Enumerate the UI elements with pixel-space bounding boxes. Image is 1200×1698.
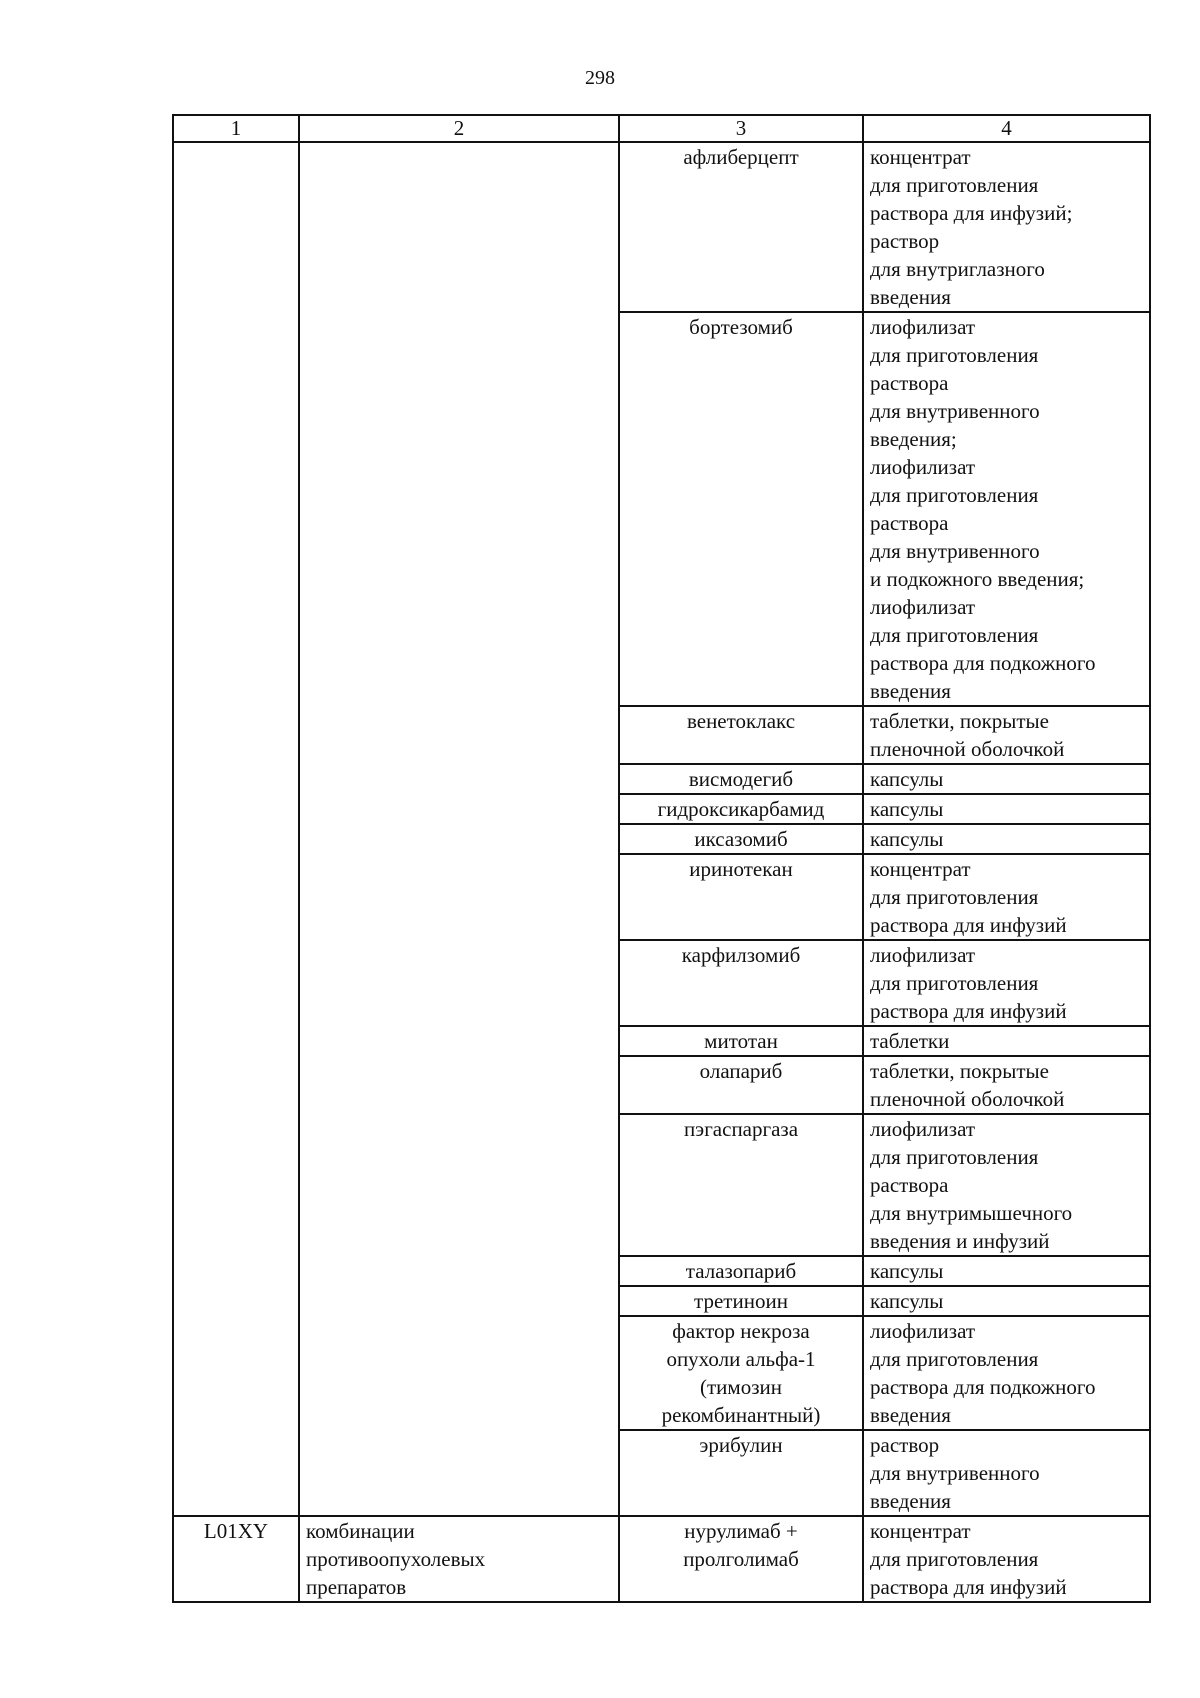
- dosage-form-cell-line: введения: [870, 1489, 951, 1513]
- dosage-form-cell-line: и подкожного введения;: [870, 567, 1085, 591]
- drug-name-cell: [619, 824, 863, 854]
- drug-name-cell-line: иксазомиб: [694, 827, 788, 851]
- dosage-form-cell-line: раствора: [870, 1173, 949, 1197]
- page-number: 298: [585, 67, 615, 89]
- dosage-form-cell: [863, 824, 1150, 854]
- drug-name-cell: [619, 1256, 863, 1286]
- drug-table: [172, 114, 1151, 1603]
- drug-name-cell: [619, 764, 863, 794]
- dosage-form-cell-line: раствора для подкожного: [870, 1375, 1096, 1399]
- drug-name-cell-line: пэгаспаргаза: [683, 1117, 799, 1141]
- header-row: [173, 115, 1150, 142]
- drug-name-cell: [619, 706, 863, 764]
- dosage-form-cell-line: для приготовления: [870, 483, 1039, 507]
- dosage-form-cell-line: для внутривенного: [870, 1461, 1040, 1485]
- drug-name-cell-line: эрибулин: [699, 1433, 783, 1457]
- dosage-form-cell-line: лиофилизат: [870, 455, 976, 479]
- drug-name-cell: [619, 142, 863, 312]
- drug-name-cell: [619, 794, 863, 824]
- dosage-form-cell-line: лиофилизат: [870, 943, 976, 967]
- drug-name-cell: [619, 940, 863, 1026]
- drug-name-cell: [619, 312, 863, 706]
- dosage-form-cell-line: лиофилизат: [870, 595, 976, 619]
- drug-name-cell-line: венетоклакс: [686, 709, 796, 733]
- dosage-form-cell-line: для внутриглазного: [870, 257, 1045, 281]
- dosage-form-cell-line: для приготовления: [870, 173, 1039, 197]
- drug-name-cell-line: гидроксикарбамид: [657, 797, 825, 821]
- dosage-form-cell: [863, 794, 1150, 824]
- atc-code-cell: L01XY: [173, 1516, 299, 1602]
- dosage-form-cell-line: раствор: [870, 229, 940, 253]
- group-name-cell-line: противоопухолевых: [306, 1547, 486, 1571]
- drug-name-cell: [619, 1430, 863, 1516]
- dosage-form-cell-line: раствора для инфузий: [870, 1575, 1067, 1599]
- dosage-form-cell: [863, 854, 1150, 940]
- drug-name-cell-line: талазопариб: [685, 1259, 797, 1283]
- table-row: [173, 1516, 1150, 1602]
- dosage-form-cell-line: введения: [870, 679, 951, 703]
- dosage-form-cell-line: для приготовления: [870, 1547, 1039, 1571]
- drug-name-cell-line: афлиберцепт: [683, 145, 799, 169]
- header-col-4: 4: [863, 115, 1150, 142]
- group-name-cell-line: комбинации: [306, 1519, 415, 1543]
- dosage-form-cell-line: для приготовления: [870, 885, 1039, 909]
- dosage-form-cell-line: концентрат: [870, 857, 971, 881]
- dosage-form-cell-line: раствора: [870, 511, 949, 535]
- drug-name-cell-line: висмодегиб: [688, 767, 794, 791]
- dosage-form-cell: [863, 940, 1150, 1026]
- drug-name-cell: [619, 1026, 863, 1056]
- dosage-form-cell: [863, 312, 1150, 706]
- dosage-form-cell: [863, 1286, 1150, 1316]
- dosage-form-cell-line: для внутривенного: [870, 539, 1040, 563]
- table-body: [173, 142, 1150, 1602]
- dosage-form-cell: [863, 706, 1150, 764]
- dosage-form-cell-line: таблетки, покрытые: [870, 709, 1049, 733]
- group-name-cell-empty: [299, 142, 619, 1516]
- dosage-form-cell-line: капсулы: [870, 827, 944, 851]
- group-name-cell: [299, 1516, 619, 1602]
- dosage-form-cell-line: для приготовления: [870, 1145, 1039, 1169]
- dosage-form-cell: [863, 1516, 1150, 1602]
- dosage-form-cell-line: введения: [870, 1403, 951, 1427]
- dosage-form-cell: [863, 1430, 1150, 1516]
- dosage-form-cell-line: лиофилизат: [870, 1117, 976, 1141]
- drug-name-cell-line: бортезомиб: [689, 315, 793, 339]
- dosage-form-cell-line: для внутривенного: [870, 399, 1040, 423]
- dosage-form-cell: [863, 142, 1150, 312]
- dosage-form-cell-line: таблетки, покрытые: [870, 1059, 1049, 1083]
- drug-name-cell: [619, 854, 863, 940]
- dosage-form-cell: [863, 1026, 1150, 1056]
- header-col-3: 3: [619, 115, 863, 142]
- dosage-form-cell-line: для приготовления: [870, 971, 1039, 995]
- drug-name-cell-line: фактор некроза: [672, 1319, 810, 1343]
- dosage-form-cell: [863, 1316, 1150, 1430]
- dosage-form-cell-line: для внутримышечного: [870, 1201, 1073, 1225]
- drug-name-cell: [619, 1516, 863, 1602]
- drug-name-cell-line: рекомбинантный): [661, 1403, 821, 1427]
- header-col-1: 1: [173, 115, 299, 142]
- dosage-form-cell-line: капсулы: [870, 797, 944, 821]
- drug-name-cell-line: митотан: [704, 1029, 778, 1053]
- drug-name-cell-line: иринотекан: [689, 857, 793, 881]
- dosage-form-cell-line: раствора для инфузий;: [870, 201, 1073, 225]
- dosage-form-cell: [863, 1256, 1150, 1286]
- dosage-form-cell-line: раствора: [870, 371, 949, 395]
- drug-name-cell-line: нурулимаб +: [684, 1519, 798, 1543]
- dosage-form-cell-line: раствора для подкожного: [870, 651, 1096, 675]
- table-row: [173, 142, 1150, 312]
- dosage-form-cell-line: введения и инфузий: [870, 1229, 1050, 1253]
- dosage-form-cell-line: раствора для инфузий: [870, 999, 1067, 1023]
- dosage-form-cell-line: для приготовления: [870, 1347, 1039, 1371]
- dosage-form-cell-line: раствор: [870, 1433, 940, 1457]
- drug-name-cell: [619, 1056, 863, 1114]
- drug-name-cell: [619, 1114, 863, 1256]
- header-col-2: 2: [299, 115, 619, 142]
- drug-name-cell-line: олапариб: [699, 1059, 783, 1083]
- dosage-form-cell-line: введения;: [870, 427, 957, 451]
- drug-name-cell-line: третиноин: [694, 1289, 788, 1313]
- drug-name-cell-line: опухоли альфа-1: [666, 1347, 816, 1371]
- drug-name-cell-line: карфилзомиб: [681, 943, 801, 967]
- dosage-form-cell-line: лиофилизат: [870, 315, 976, 339]
- dosage-form-cell-line: капсулы: [870, 767, 944, 791]
- dosage-form-cell: [863, 1114, 1150, 1256]
- dosage-form-cell-line: введения: [870, 285, 951, 309]
- group-name-cell-line: препаратов: [306, 1575, 407, 1599]
- dosage-form-cell-line: раствора для инфузий: [870, 913, 1067, 937]
- drug-name-cell: [619, 1316, 863, 1430]
- dosage-form-cell-line: для приготовления: [870, 343, 1039, 367]
- dosage-form-cell-line: таблетки: [870, 1029, 950, 1053]
- drug-name-cell-line: пролголимаб: [683, 1547, 799, 1571]
- dosage-form-cell: [863, 1056, 1150, 1114]
- dosage-form-cell-line: лиофилизат: [870, 1319, 976, 1343]
- atc-code-cell-empty: [173, 142, 299, 1516]
- dosage-form-cell-line: концентрат: [870, 1519, 971, 1543]
- drug-name-cell: [619, 1286, 863, 1316]
- dosage-form-cell: [863, 764, 1150, 794]
- dosage-form-cell-line: пленочной оболочкой: [870, 737, 1065, 761]
- dosage-form-cell-line: капсулы: [870, 1259, 944, 1283]
- dosage-form-cell-line: для приготовления: [870, 623, 1039, 647]
- drug-name-cell-line: (тимозин: [700, 1375, 782, 1399]
- dosage-form-cell-line: концентрат: [870, 145, 971, 169]
- dosage-form-cell-line: пленочной оболочкой: [870, 1087, 1065, 1111]
- dosage-form-cell-line: капсулы: [870, 1289, 944, 1313]
